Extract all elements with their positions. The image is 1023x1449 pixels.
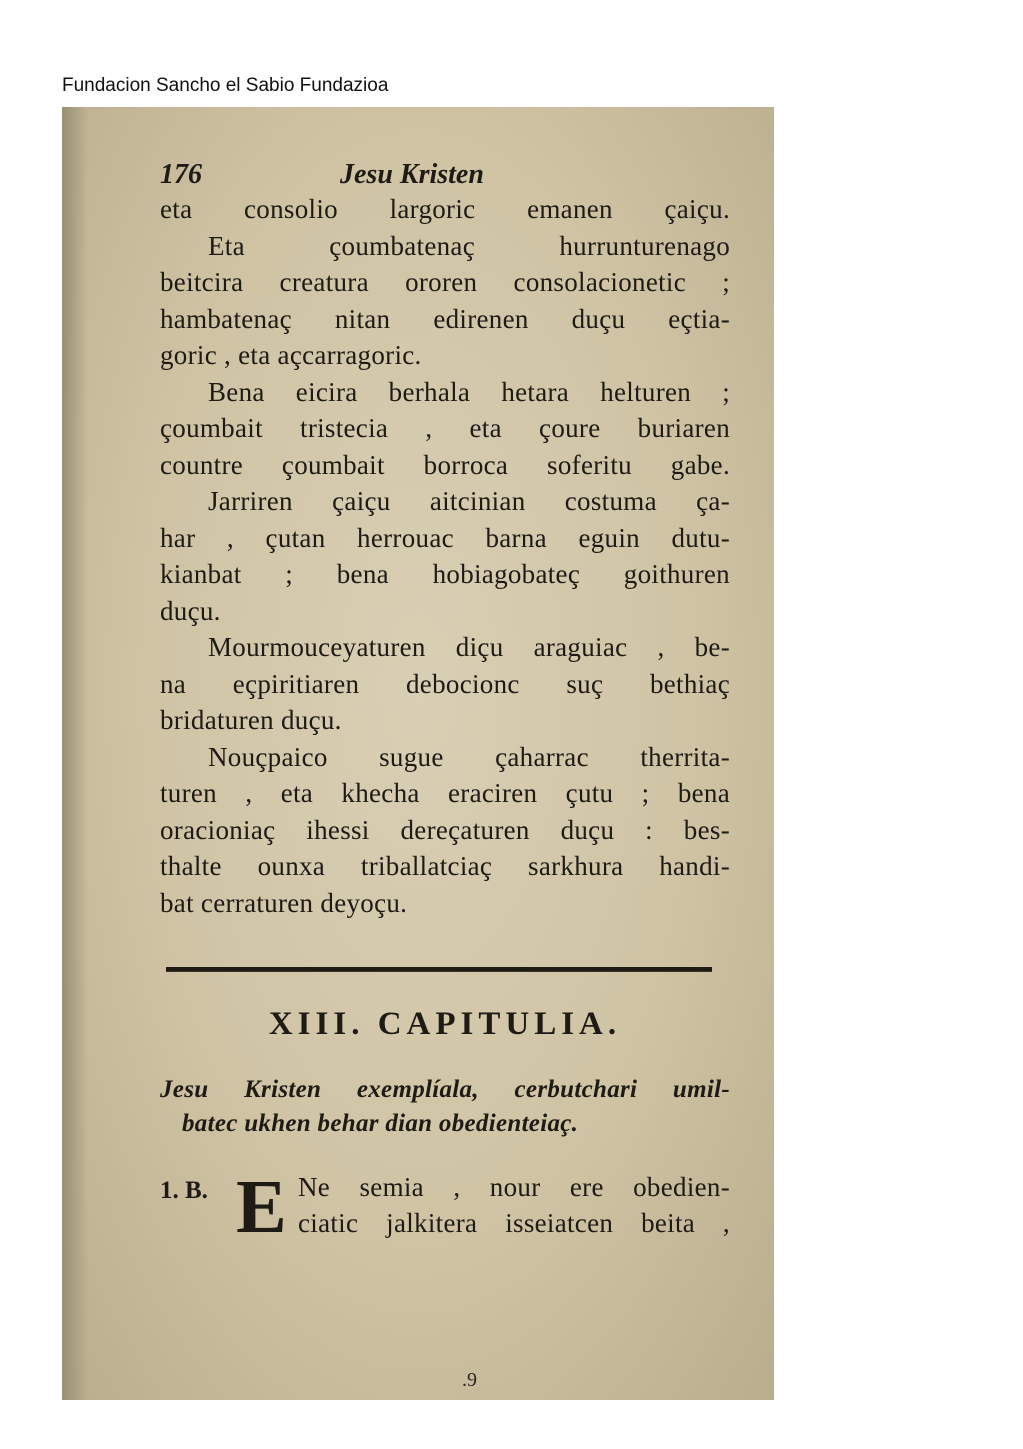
- text-line: hambatenaç nitan edirenen duçu eçtia-: [160, 303, 730, 334]
- text-line: Bena eicira berhala hetara helturen ;: [208, 376, 730, 407]
- text-line: Mourmouceyaturen diçu araguiac , be-: [208, 632, 730, 662]
- text-line: Jarriren çaiçu aitcinian costuma ça-: [208, 486, 730, 516]
- text-line: bat cerraturen deyoçu.: [160, 887, 408, 918]
- text-line: Ne semia , nour ere obedien-: [298, 1171, 730, 1202]
- text-line: countre çoumbait borroca soferitu gabe.: [160, 449, 730, 480]
- scanned-book-page: [62, 107, 774, 1400]
- text-line: çoumbait tristecia , eta çoure buriaren: [160, 413, 730, 443]
- text-line: na eçpiritiaren debocionc suç bethiaç: [160, 668, 730, 699]
- text-line: turen , eta khecha eraciren çutu ; bena: [160, 778, 730, 808]
- page-number: 176: [160, 159, 202, 190]
- text-line: eta consolio largoric emanen çaiçu.: [160, 194, 730, 224]
- page-text-block: [160, 157, 730, 1249]
- running-head-title: Jesu Kristen: [340, 159, 484, 190]
- text-line: Eta çoumbatenaç hurrunturenago: [208, 230, 730, 261]
- text-line: beitcira creatura ororen consolacionetic ;: [160, 267, 730, 297]
- text-line: thalte ounxa triballatciaç sarkhura handi-: [160, 851, 730, 881]
- chapter-summary: [160, 1073, 730, 1141]
- text-line: ciatic jalkitera isseiatcen beita ,: [298, 1208, 730, 1238]
- archive-watermark: Fundacion Sancho el Sabio Fundazioa: [62, 75, 389, 96]
- drop-cap: E: [236, 1164, 287, 1249]
- first-paragraph: [160, 1164, 730, 1249]
- text-line: bridaturen duçu.: [160, 705, 342, 735]
- summary-line: batec ukhen behar dian obedienteiaç.: [182, 1109, 579, 1137]
- text-line: oracioniaç ihessi dereçaturen duçu : bes-: [160, 814, 730, 845]
- summary-line: Jesu Kristen exemplíala, cerbutchari umil-: [160, 1075, 730, 1103]
- text-line: kianbat ; bena hobiagobateç goithuren: [160, 559, 730, 589]
- running-head: [160, 157, 730, 191]
- text-line: har , çutan herrouac barna eguin dutu-: [160, 522, 730, 553]
- chapter-divider-rule: [166, 967, 712, 972]
- text-line: duçu.: [160, 595, 221, 626]
- verse-label: 1. B.: [160, 1176, 208, 1204]
- text-line: Nouçpaico sugue çaharrac therrita-: [208, 741, 730, 772]
- catchword: .9: [462, 1369, 477, 1391]
- chapter-title: XIII. CAPITULIA.: [268, 1006, 622, 1042]
- text-line: goric , eta açcarragoric.: [160, 340, 422, 370]
